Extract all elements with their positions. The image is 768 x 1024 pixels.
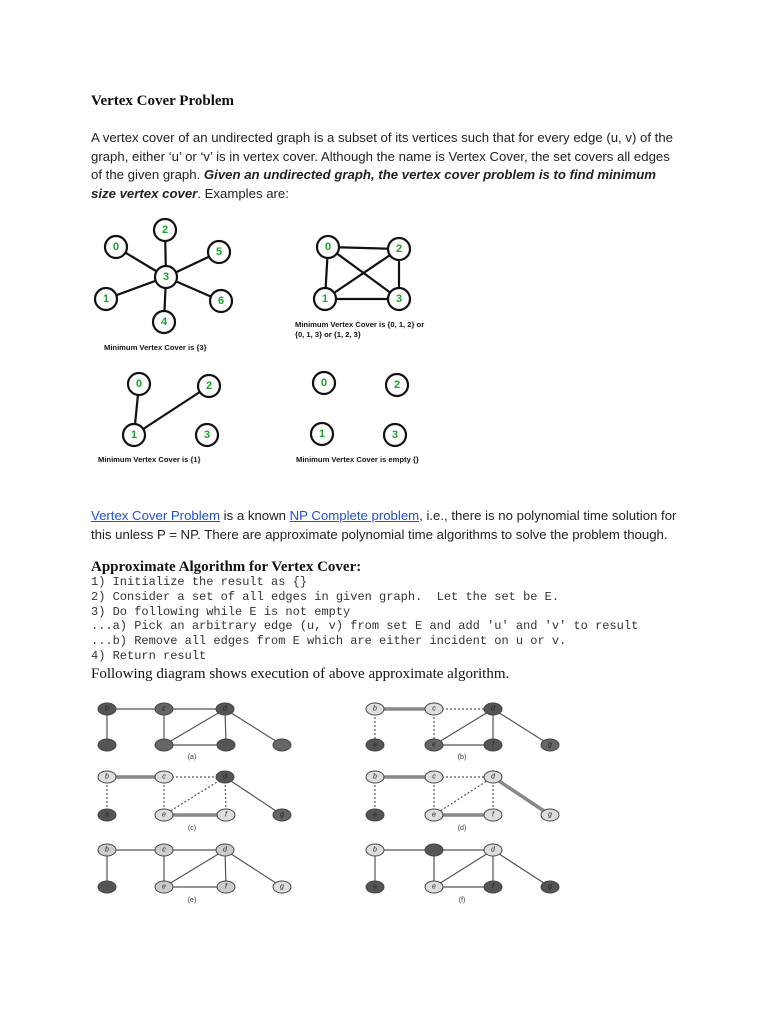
intro-paragraph	[91, 129, 681, 203]
algorithm-step: 2) Consider a set of all edges in given graph. Let the set be E.	[91, 589, 560, 604]
graph-node-label: d	[223, 773, 227, 781]
node-label: 3	[395, 293, 403, 305]
graph-node-label: g	[548, 883, 552, 891]
node-label: 3	[162, 271, 170, 283]
node-label: 1	[318, 428, 326, 440]
node-label: 6	[217, 295, 225, 307]
np-text-1: is a known	[220, 508, 290, 523]
np-complete-paragraph	[91, 507, 681, 544]
graph-node-label: b	[373, 705, 377, 713]
figure-caption: {0, 1, 3} or {1, 2, 3}	[295, 330, 361, 339]
algorithm-steps	[91, 575, 638, 664]
graph-node-label: a	[105, 811, 109, 819]
algorithm-step: 3) Do following while E is not empty	[91, 604, 351, 619]
graph-node-label: b	[105, 705, 109, 713]
node-label: 1	[321, 293, 329, 305]
algorithm-step: ...a) Pick an arbitrary edge (u, v) from set E and add 'u' and 'v' to result	[91, 619, 639, 634]
page-title: Vertex Cover Problem	[91, 93, 235, 109]
graph-node-label: a	[373, 741, 377, 749]
graph-node-label: d	[491, 773, 495, 781]
node-label: 1	[130, 429, 138, 441]
graph-node-label: e	[432, 741, 436, 749]
graph-node-label: e	[162, 811, 166, 819]
graph-node-label: d	[491, 846, 495, 854]
algorithm-step: 1) Initialize the result as {}	[91, 575, 308, 589]
graph-node-label: g	[280, 883, 284, 891]
diagram-intro: Following diagram shows execution of above approximate algorithm.	[91, 666, 510, 682]
figure-caption: Minimum Vertex Cover is {1}	[98, 455, 201, 464]
node-label: 3	[391, 429, 399, 441]
figure-caption: Minimum Vertex Cover is {0, 1, 2} or	[295, 320, 425, 329]
np-complete-link[interactable]: NP Complete problem	[289, 508, 420, 523]
node-label: 4	[160, 316, 168, 328]
node-label: 2	[393, 379, 401, 391]
graph-node-label: f	[225, 883, 227, 891]
graph-node-label: c	[162, 846, 166, 854]
node-label: 2	[205, 380, 213, 392]
panel-label: (a)	[187, 754, 197, 761]
graph-node-label: g	[548, 741, 552, 749]
graph-node-label: f	[492, 811, 494, 819]
panel-label: (f)	[458, 897, 466, 904]
graph-node-label: b	[373, 773, 377, 781]
vertex-cover-link[interactable]: Vertex Cover Problem	[91, 508, 220, 523]
algorithm-execution-figure	[90, 695, 610, 910]
np-text-2: , i.e., there is no polynomial time solution for this unless P = NP. There are approximate polynomial time algorithms to solve the problem though.	[91, 508, 677, 542]
graph-node-label: f	[225, 811, 227, 819]
panel-label: (d)	[457, 825, 467, 832]
panel-label: (e)	[187, 897, 197, 904]
intro-text-2: . Examples are:	[197, 185, 289, 201]
panel-label: (b)	[457, 754, 467, 761]
figure-caption: Minimum Vertex Cover is {3}	[104, 343, 207, 352]
graph-node-label: a	[373, 811, 377, 819]
intro-emphasis: Given an undirected graph, the vertex cover problem is to find minimum size vertex cover	[91, 167, 657, 201]
algorithm-step: 4) Return result	[91, 648, 207, 663]
graph-node-label: f	[492, 883, 494, 891]
graph-node-label: g	[280, 811, 284, 819]
algorithm-heading: Approximate Algorithm for Vertex Cover:	[91, 559, 362, 575]
node-label: 5	[215, 246, 223, 258]
node-label: 0	[135, 378, 143, 390]
figure-caption: Minimum Vertex Cover is empty {}	[296, 455, 419, 464]
graph-node-label: c	[432, 705, 436, 713]
graph-node-label: f	[492, 741, 494, 749]
panel-label: (c)	[187, 825, 197, 832]
intro-text-1: A vertex cover of an undirected graph is a subset of its vertices such that for every edge (u, v) of the graph, either ‘u’ or ‘v’ is in vertex cover. Although the name is Vertex Cover, the set covers all edges of the given graph.	[91, 130, 674, 182]
node-label: 0	[112, 241, 120, 253]
graph-node-label: c	[432, 773, 436, 781]
graph-node-label: e	[432, 811, 436, 819]
graph-node-label: a	[373, 883, 377, 891]
node-label: 1	[102, 293, 110, 305]
graph-node-label: b	[373, 846, 377, 854]
node-label: 0	[324, 241, 332, 253]
graph-node-label: e	[162, 883, 166, 891]
node-label: 3	[203, 429, 211, 441]
graph-node-label: d	[491, 705, 495, 713]
graph-node-label: d	[223, 705, 227, 713]
vertex-cover-examples-figure	[86, 210, 476, 495]
graph-node-label: e	[432, 883, 436, 891]
graph-node-label: b	[105, 773, 109, 781]
algorithm-step: ...b) Remove all edges from E which are either incident on u or v.	[91, 634, 567, 649]
node-label: 0	[320, 377, 328, 389]
graph-node-label: c	[162, 705, 166, 713]
node-label: 2	[395, 243, 403, 255]
graph-node-label: g	[548, 811, 552, 819]
node-label: 2	[161, 224, 169, 236]
graph-node-label: c	[162, 773, 166, 781]
graph-node-label: b	[105, 846, 109, 854]
graph-node-label: d	[223, 846, 227, 854]
